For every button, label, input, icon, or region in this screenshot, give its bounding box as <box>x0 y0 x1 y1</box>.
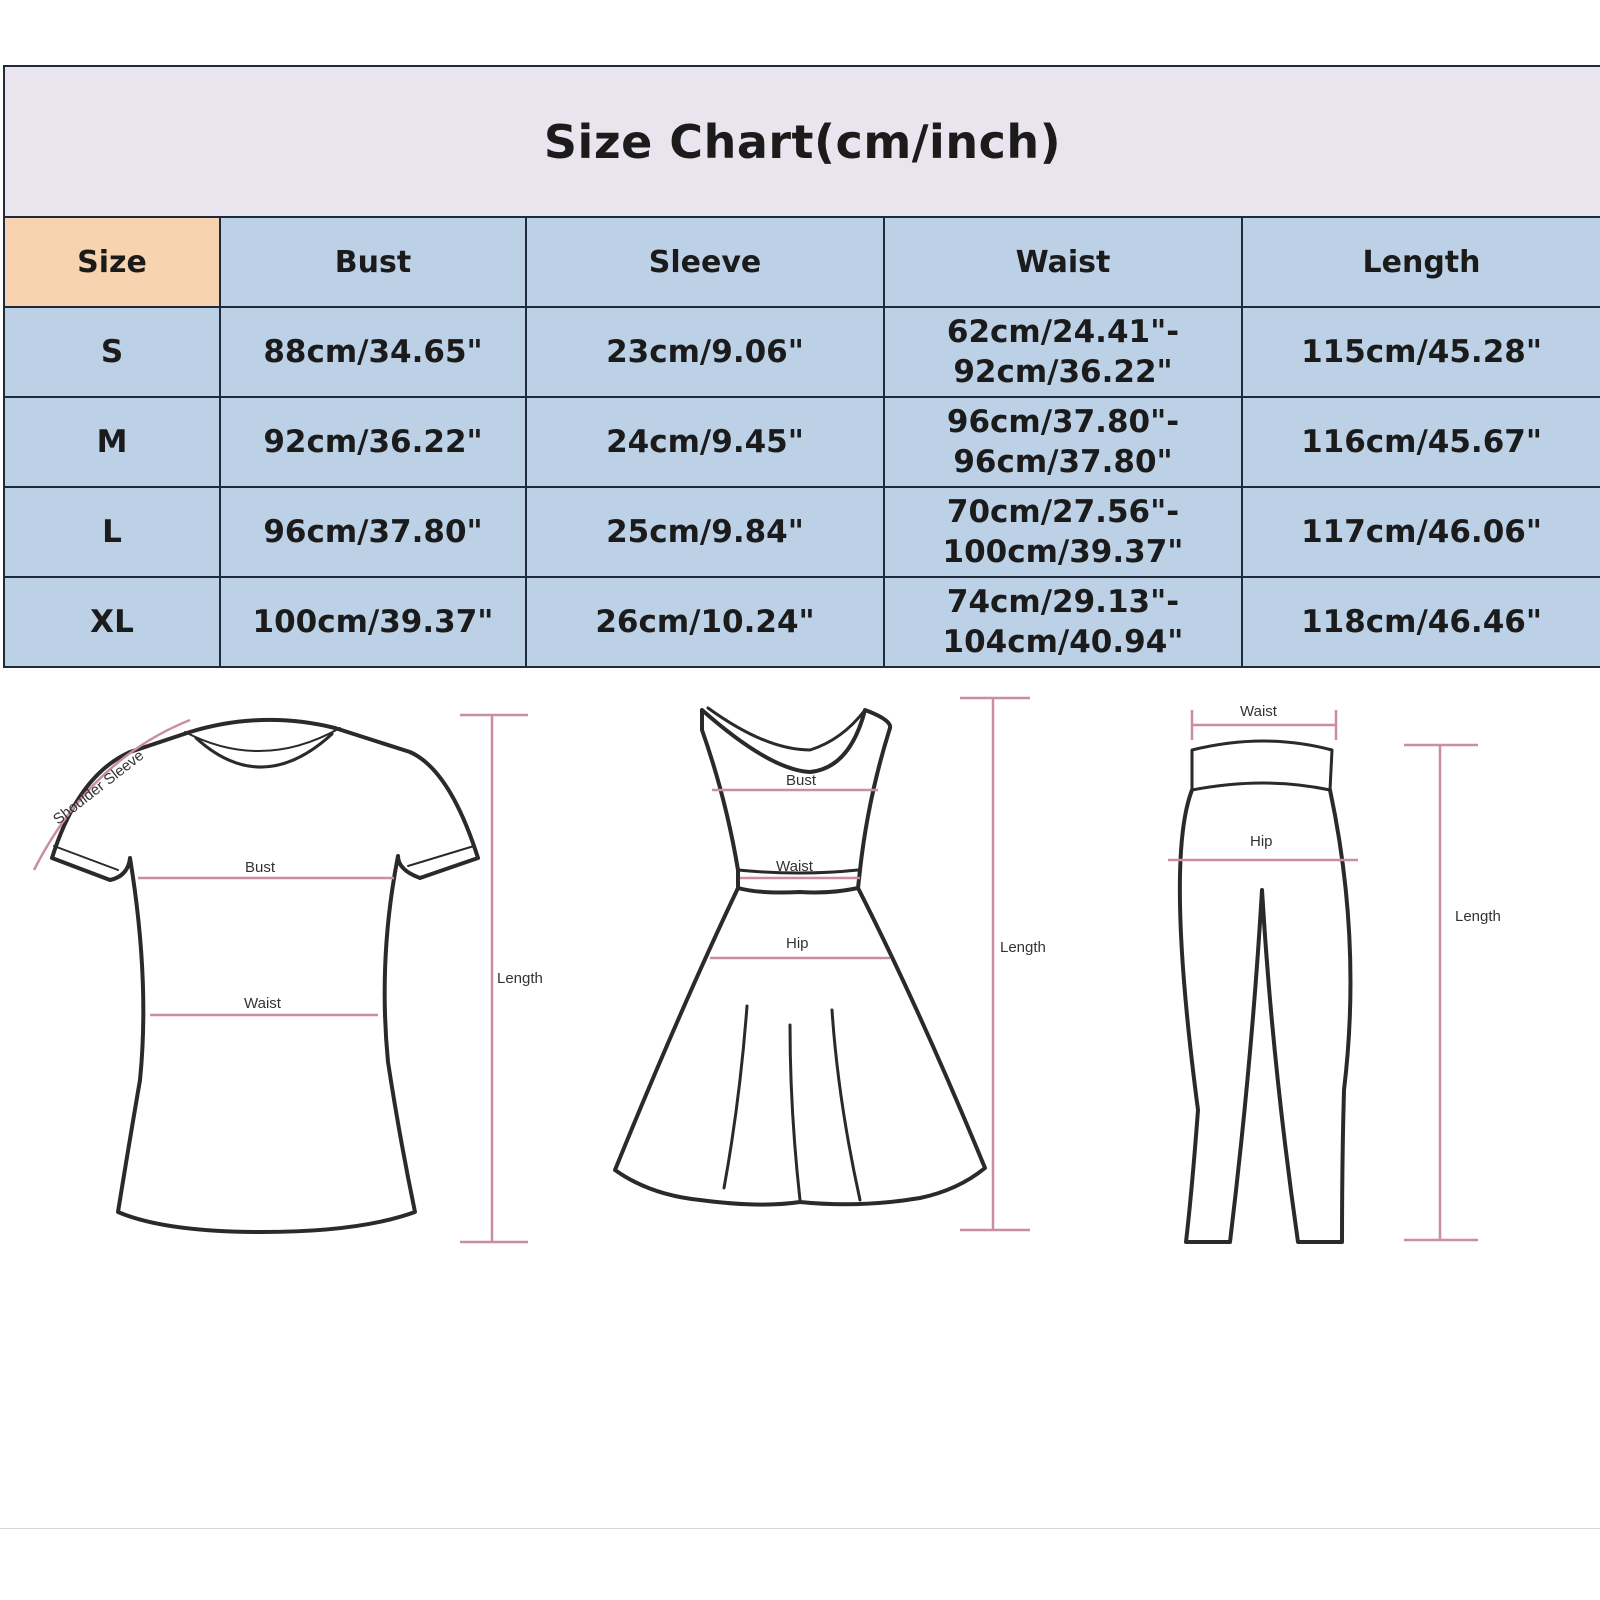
cell-size: M <box>4 397 220 487</box>
cell-length: 117cm/46.06" <box>1242 487 1600 577</box>
tshirt-illustration <box>49 720 478 1232</box>
tshirt-shoulder-sleeve-label: Shoulder Sleeve <box>49 746 148 829</box>
waist-from: 96cm/37.80"- <box>946 404 1180 440</box>
dress-hip-label: Hip <box>786 935 809 952</box>
dress-bust-label: Bust <box>786 772 817 789</box>
waist-from: 70cm/27.56"- <box>946 494 1180 530</box>
cell-sleeve: 26cm/10.24" <box>526 577 884 667</box>
waist-to: 100cm/39.37" <box>942 534 1184 570</box>
chart-title: Size Chart(cm/inch) <box>4 66 1600 217</box>
waist-from: 62cm/24.41"- <box>946 314 1180 350</box>
pants-illustration <box>1180 741 1351 1242</box>
table-row <box>4 307 1600 397</box>
tshirt-bust-label: Bust <box>245 859 276 876</box>
header-row <box>4 217 1600 307</box>
tshirt-length-label: Length <box>497 970 543 987</box>
cell-waist <box>884 307 1242 397</box>
cell-waist <box>884 487 1242 577</box>
size-chart-table <box>3 65 1600 668</box>
pants-length-label: Length <box>1455 908 1501 925</box>
table-row <box>4 577 1600 667</box>
dress-waist-label: Waist <box>776 858 813 875</box>
cell-length: 115cm/45.28" <box>1242 307 1600 397</box>
waist-to: 96cm/37.80" <box>953 444 1173 480</box>
waist-to: 104cm/40.94" <box>942 624 1184 660</box>
tshirt-waist-label: Waist <box>244 995 281 1012</box>
pants-waist-label: Waist <box>1240 703 1277 720</box>
cell-waist <box>884 577 1242 667</box>
cell-length: 118cm/46.46" <box>1242 577 1600 667</box>
cell-sleeve: 25cm/9.84" <box>526 487 884 577</box>
dress-length-label: Length <box>1000 939 1046 956</box>
column-header-length: Length <box>1242 217 1600 307</box>
cell-size: L <box>4 487 220 577</box>
cell-bust: 92cm/36.22" <box>220 397 526 487</box>
column-header-waist: Waist <box>884 217 1242 307</box>
column-header-sleeve: Sleeve <box>526 217 884 307</box>
cell-size: XL <box>4 577 220 667</box>
garment-measurement-diagram <box>0 680 1600 1280</box>
cell-sleeve: 23cm/9.06" <box>526 307 884 397</box>
table-row <box>4 487 1600 577</box>
waist-to: 92cm/36.22" <box>953 354 1173 390</box>
dress-length-line <box>960 698 1030 1230</box>
cell-bust: 100cm/39.37" <box>220 577 526 667</box>
column-header-size: Size <box>4 217 220 307</box>
pants-length-line <box>1404 745 1478 1240</box>
table-row <box>4 397 1600 487</box>
cell-bust: 96cm/37.80" <box>220 487 526 577</box>
cell-length: 116cm/45.67" <box>1242 397 1600 487</box>
bottom-divider <box>0 1528 1600 1529</box>
waist-from: 74cm/29.13"- <box>946 584 1180 620</box>
cell-bust: 88cm/34.65" <box>220 307 526 397</box>
column-header-bust: Bust <box>220 217 526 307</box>
cell-sleeve: 24cm/9.45" <box>526 397 884 487</box>
pants-hip-label: Hip <box>1250 833 1273 850</box>
cell-waist <box>884 397 1242 487</box>
cell-size: S <box>4 307 220 397</box>
